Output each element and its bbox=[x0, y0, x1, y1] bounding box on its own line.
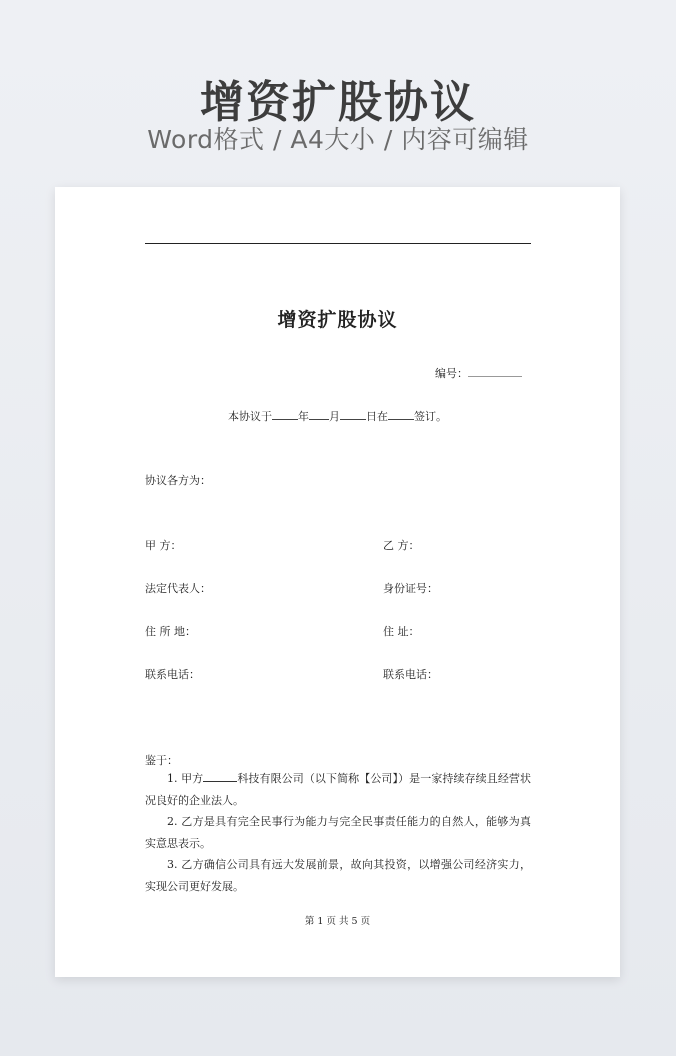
party-a-field: 甲 方： bbox=[145, 539, 182, 552]
clause-2: 2. 乙方是具有完全民事行为能力与完全民事责任能力的自然人，能够为真实意思表示。 bbox=[145, 815, 531, 850]
banner-subtitle: Word格式 / A4大小 / 内容可编辑 bbox=[147, 125, 529, 154]
date-line bbox=[55, 408, 620, 424]
header-rule bbox=[145, 243, 531, 244]
document-title: 增资扩股协议 bbox=[277, 309, 398, 331]
party-a-phone-field: 联系电话： bbox=[145, 668, 200, 681]
page-footer: 第 1 页 共 5 页 bbox=[304, 916, 371, 927]
domicile-field: 住 所 地： bbox=[145, 625, 196, 638]
party-b-field: 乙 方： bbox=[383, 539, 420, 552]
parties-label: 协议各方为： bbox=[145, 474, 211, 487]
date-prefix: 本协议于 bbox=[228, 410, 272, 423]
clause-3: 3. 乙方确信公司具有远大发展前景，故向其投资，以增强公司经济实力，实现公司更好发展。 bbox=[145, 858, 531, 893]
clause-1 bbox=[145, 768, 531, 811]
number-blank[interactable] bbox=[468, 365, 522, 377]
date-year-label: 年 bbox=[298, 410, 309, 423]
date-month-label: 月 bbox=[329, 410, 340, 423]
document-number bbox=[435, 365, 522, 381]
year-blank[interactable] bbox=[272, 408, 298, 420]
date-day-label: 日在 bbox=[366, 410, 388, 423]
number-label: 编号： bbox=[435, 367, 468, 380]
whereas-label: 鉴于： bbox=[145, 754, 178, 767]
address-field: 住 址： bbox=[383, 625, 420, 638]
banner-title: 增资扩股协议 bbox=[200, 77, 476, 128]
id-number-field: 身份证号： bbox=[383, 582, 438, 595]
company-name-blank[interactable] bbox=[203, 769, 237, 782]
document-page bbox=[55, 187, 620, 977]
day-blank[interactable] bbox=[340, 408, 366, 420]
date-suffix: 签订。 bbox=[414, 410, 447, 423]
clause-1-text: 科技有限公司（以下简称【公司】）是一家持续存续且经营状况良好的企业法人。 bbox=[145, 772, 531, 807]
party-b-phone-field: 联系电话： bbox=[383, 668, 438, 681]
place-blank[interactable] bbox=[388, 408, 414, 420]
legal-rep-field: 法定代表人： bbox=[145, 582, 211, 595]
month-blank[interactable] bbox=[309, 408, 329, 420]
clause-1-prefix: 1. 甲方 bbox=[167, 772, 204, 785]
